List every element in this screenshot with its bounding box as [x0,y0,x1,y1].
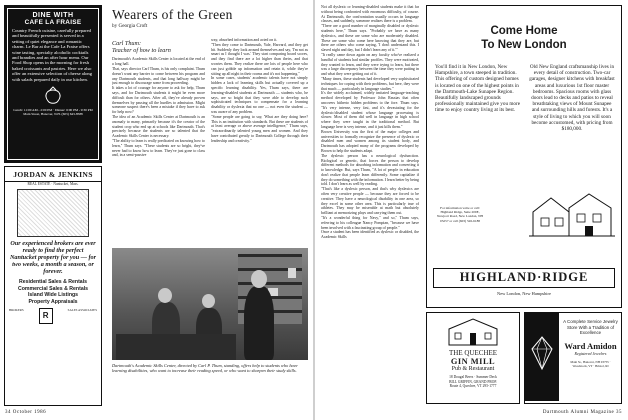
ad-line: Pub & Restaurant [451,366,495,372]
highland-ridge-logo: HIGHLAND·RIDGE [433,268,615,288]
ad-brand: Ward Amidon [564,340,617,351]
ad-headline: DINE WITH [32,12,74,19]
article-column-3 [321,5,419,405]
ad-headline-2: To New London [481,39,567,51]
ad-body: Country French cuisine, carefully prepared and beautifully presented is served in a setting of quiet elegance and romantic charm. Le Bar at the Cafe La Fraise offers wine tasting, specialty alcoholic cocktails and brandies and an after hour menu. Our Food Shop opens in the morning for fresh baked croissants and pastries. Here we also offer an extensive selection of cheese along with salads prepared daily in our kitchen. [12,28,93,82]
paragraph: It's the widely acclaimed, widely imitated language-teaching method developed by Professor John Rassias that often uncovers hitherto hidden problems to the fore. Thum says. "It's very intense, very fast, and it's devastating for the dyslexic/disabled student whose language processing is slower. Most of them did well in language in high school where they were taught in the traditional method. But language here is very intense, and it just kills them." [321,91,419,129]
ad-headline-brand: CAFE LA FRAISE [24,19,82,26]
nantucket-map-icon [17,189,89,237]
photo-caption: Dartmouth's Academic Skills Center, directed by Carl P. Thum, standing, offers help to students who have learning disabilities, who want to increase their reading speed, or who want to sharpen their study skills. [112,363,298,374]
associates-heading: SALES ASSOCIATES [67,308,97,313]
column-text [112,57,205,253]
diamond-icon [525,313,559,401]
ad-line: Route 4, Quechee, VT 295-1777 [449,384,497,389]
paragraph: It takes a lot of courage for anyone to ask for help, Thum says, and for Dartmouth students it might be even more difficult than for others. After all, they've already proven themselves by passing all the hurdles to admission. Might someone suspect there's been a mistake if they have to ask for help now? [112,86,205,115]
service-item: Property Appraisals [28,298,78,305]
paragraph: "Then they come to Dartmouth, Yale, Harvard, and they get hit. Suddenly they look around themselves and say, 'I'm not as smart as I thought I was.' They start comparing board scores, and they find there are a lot higher than theirs, and that worries them. They realize there are lots of people here who can just gobble up information and retain it, while they're sitting up all night in their rooms and it's not happening." [211,42,308,76]
cafe-la-fraise-ad [4,5,102,163]
paragraph: Not all dyslexic or learning-disabled students make it that far without being confronted with enormous difficulty, of course. At Dartmouth, the confrontation usually occurs in language classes, and suddenly, someone realizes there is a problem. [321,5,419,24]
strawberry-logo-icon [40,86,66,106]
ad-line: THE QUECHEE [448,349,498,357]
paragraph: In some cases, students' academic talents have not simply hidden a lack of learning skills but actually covered up a specific learning disability. Yes, Thum says, there are learning-disabled students at Dartmouth — students who, he says, are so bright that they were able to develop such sophisticated techniques to compensate for a learning disability or dyslexia that no one — not even the student — was aware of any problem. [211,76,308,114]
paragraph: "It really came down again on any faculty who've realized a handful of students had similar profiles. They were motivated, they wanted to learn, and they were trying to learn, but there was a large discrepancy between the time they were putting in and what they were getting out of it. [321,52,419,77]
paragraph: "Many times, these students had developed very sophisticated techniques for coping with their problems, but here, they were that much — particularly in language studies." [321,76,419,91]
service-item: Commercial Sales & Rentals [17,285,89,292]
ad-copy-right: Old New England craftsmanship lives in every detail of construction. Two-car garages, designer kitchens with breakfast areas and luxurious 1st floor master bedrooms. Spacious rooms with glass doors lead to decks and patios to reveal breathtaking views of Mount Sunapee and surrounding hills and forests. It's a style of living to which you will soon become accustomed, with pricing from $180,000. [529,64,615,133]
paragraph: "The ability to learn is really predicated on knowing how to learn," Thum says. "These students are so bright, they've never had to know how to learn. They've just gone to class and, in a semi-passive [112,138,205,158]
page-folio-right: Dartmouth Alumni Magazine 35 [542,410,622,415]
paragraph: That, says director Carl Thum, is his only complaint. Thum doesn't want any barrier to come between his program and any Dartmouth students, and that long hallway might be just enough to discourage some from proceeding. [112,67,205,86]
paragraph: "Some people are going to say, 'What are they doing here? This is an institution with standards. But these are students of at least average or above average intelligence," Thum says, "extraordinarily talented young men and women. And they have contributed greatly to Dartmouth College through their leadership and creativity." [211,114,308,143]
ad-line-brand: GIN MILL [450,357,496,366]
house-illustration-icon [529,186,615,240]
ad-line: BILL GRIFFIN, GRAND PROP. [449,379,497,384]
paragraph: Brown University was the first of the major colleges and universities to formally recognize the presence of dyslexic or disabled men and women among its student body, and Dartmouth has adopted many of the programs developed by Brown to help the students adapt. [321,129,419,153]
paragraph: The dyslexic person has a neurological dysfunction. Biological or genetic, that forces the person to develop different methods for absorbing information and converting it to knowledge. But, says Thum, "A lot of people in education don't realize that people learn differently. Some capitalize if they do something with the information. I learn better by being told. I don't learn as well by reading. [321,153,419,187]
quechee-gin-mill-ad [426,312,520,404]
section-kicker: Carl Thum: [112,40,142,47]
paragraph: The idea of an Academic Skills Center at Dartmouth is an anomaly to many, primarily because it's the creator of the student crop who end up at schools like Dartmouth. That's precisely because the students are so talented that the Academic Skills Center is necessary. [112,114,205,139]
paragraph: Once a student has been identified as dyslexic or disabled, the Academic Skills [321,230,419,240]
ward-amidon-ad [524,312,622,404]
ad-line: 18 Dougal Beers · Summer Deck [449,375,497,379]
ad-reg: Registered Jewelers [574,350,607,356]
ad-copy-left: You'll find it in New London, New Hampshire, a town steeped in tradition. This offering of custom designed homes is located on one of the highest points in the Dartmouth-Lake Sunapee Region. Beautifully landscaped grounds professionally maintained give you more time to enjoy country living at its best. [435,64,520,114]
article-byline: by Georgia Croft [112,23,148,29]
article-column-1 [112,40,205,253]
ad-contact-info: For information write or call: Highland Ridge, Suite 209E, Newport Road, New London, NH 03257 or call (603) 526-6188 [437,206,483,223]
ad-tagline: A Complete Service Jewelry Store With a Tradition of Excellence [563,319,618,336]
spine-divider [313,0,315,420]
brokers-heading: BROKERS [9,308,24,313]
desk [116,334,236,360]
section-kicker-sub: Teacher of how to learn [112,47,171,55]
paragraph: way, absorbed information and acted on it. [211,38,278,42]
standing-person [244,286,274,360]
ad-brokers [5,305,101,324]
logo-location: New London, New Hampshire [497,291,551,296]
page-folio-left: 34 October 1986 [5,410,47,415]
ad-services [5,279,101,305]
highland-ridge-ad [426,5,622,308]
ad-address: Main Street, Hanover, N.H. (603) 643-8588 [23,112,83,117]
service-item: Residential Sales & Rentals [18,279,88,286]
article-column-2 [211,38,308,244]
article-title: Wearers of the Green [112,7,233,22]
paragraph: "That's like a dyslexic person, and that's why dyslexics are often very creative people — because they are forced to be creative. They have a neurological disability in one area, so they excel in some other area. This is particularly true of athletes. They may be miserable at math but absolutely brilliant at memorizing plays and carrying them out. [321,187,419,216]
column-text [211,38,308,244]
realtor-logo-icon: R [39,308,53,324]
paragraph: "There are a good number of marginally disabled or dyslexic students here," Thum says. "Probably we have as many dyslexics, and these are some who are moderately disabled. These are some who come here knowing that they are, but there are others who come saying, 'I don't understand this. I slaved night and day, but I didn't learn any of it.'" [321,24,419,53]
mill-building-icon [445,317,501,347]
ad-hours: Lunch: 11:00 AM - 2:00 PM · Dinner: 6:00 PM - 9:30 PM [13,108,93,113]
paragraph: Dartmouth's Academic Skills Center is located at the end of a long hall. [112,57,205,67]
service-item: Island Wide Listings [27,292,79,299]
ad-title: JORDAN & JENKINS [5,167,101,182]
ad-address: Main St., Hanover, NH 03755 · Woodstock, VT · Bristol, RI [570,359,611,368]
paragraph: "It's a wonderful thing for Navy," and so," Thum says, referring to his colleague Nancy Pompian, "because we have been involved with a fascinating group of people." [321,216,419,230]
column-text [321,5,419,405]
ad-promo: Our experienced brokers are ever ready to find the perfect Nantucket property for you — for two weeks, a month a season, or forever. [9,240,97,276]
skills-center-photo [112,248,308,360]
jordan-jenkins-ad [4,166,102,406]
ad-headline: Come Home [490,25,558,37]
ad-subtitle: REAL ESTATE · Nantucket, Mass. [27,182,79,186]
